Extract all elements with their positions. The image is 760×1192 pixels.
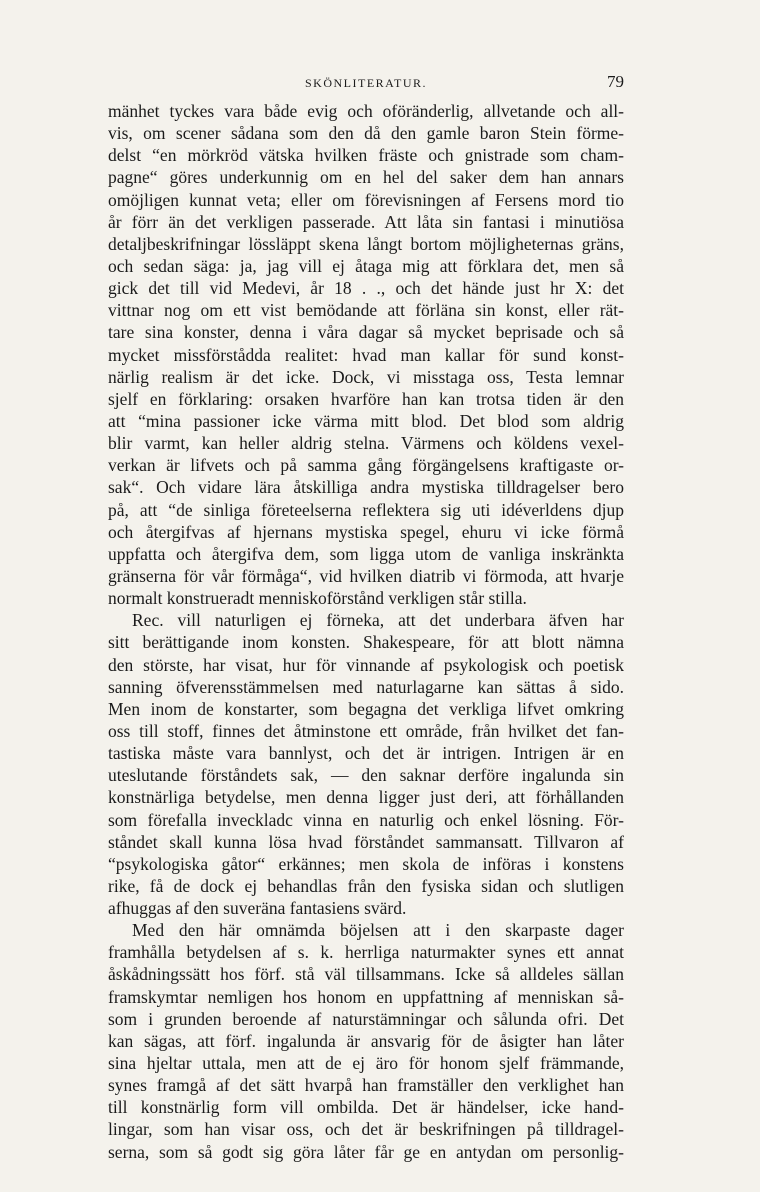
- text-line: vittnar nog om ett vist bemödande att förläna sin konst, eller rät-: [108, 300, 624, 321]
- text-line: detaljbeskrifningar lössläppt skena långt bortom möjligheternas gräns,: [108, 233, 624, 254]
- body-text: [108, 100, 624, 1163]
- text-line: blir varmt, kan heller aldrig stelna. Värmens och köldens vexel-: [108, 433, 624, 454]
- text-line: Rec. vill naturligen ej förneka, att det underbara äfven har: [132, 610, 624, 631]
- text-line: sitt berättigande inom konsten. Shakespeare, för att blott nämna: [108, 632, 624, 653]
- text-line: serna, som så godt sig göra låter får ge en antydan om personlig-: [108, 1141, 624, 1162]
- text-line: att “mina passioner icke värma mitt blod. Det blod som aldrig: [108, 410, 624, 431]
- text-line: omöjligen kunnat veta; eller om förevisningen af Fersens mord tio: [108, 189, 624, 210]
- text-line: synes framgå af det sätt hvarpå han framställer den verklighet han: [108, 1075, 624, 1096]
- text-line: på, att “de sinliga företeelserna reflektera sig uti idéverldens djup: [108, 499, 624, 520]
- text-line: tastiska måste vara bannlyst, och det är intrigen. Intrigen är en: [108, 743, 624, 764]
- text-line: “psykologiska gåtor“ erkännes; men skola de införas i konstens: [108, 853, 624, 874]
- text-line: pagne“ göres underkunnig om en hel del saker dem han annars: [108, 167, 624, 188]
- text-line: den störste, har visat, hur för vinnande af psykologisk och poetisk: [108, 654, 624, 675]
- text-line: vis, om scener sådana som den då den gamle baron Stein förme-: [108, 123, 624, 144]
- text-line: år förr än det verkligen passerade. Att låta sin fantasi i minutiösa: [108, 211, 624, 232]
- text-line: åskådningssätt hos förf. stå väl tillsammans. Icke så alldeles sällan: [108, 964, 624, 985]
- page-header: [108, 72, 624, 92]
- running-title: SKÖNLITERATUR.: [305, 76, 427, 90]
- text-line: sak“. Och vidare lära åtskilliga andra mystiska tilldragelser bero: [108, 477, 624, 498]
- text-line: som förefalla inveckladc vinna en naturlig och enkel lösning. För-: [108, 809, 624, 830]
- text-line: Med den här omnämda böjelsen att i den skarpaste dager: [132, 920, 624, 941]
- text-line: och återgifvas af hjernans mystiska spegel, ehuru vi icke förmå: [108, 521, 624, 542]
- text-line: konstnärliga betydelse, men denna ligger just deri, att förhållanden: [108, 787, 624, 808]
- text-line: närlig realism är det icke. Dock, vi misstaga oss, Testa lemnar: [108, 366, 624, 387]
- text-line: Men inom de konstarter, som begagna det verkliga lifvet omkring: [108, 698, 624, 719]
- text-line: tare sina konster, denna i våra dagar så mycket beprisade och så: [108, 322, 624, 343]
- text-line: verkan är lifvets och på samma gång förgängelsens kraftigaste or-: [108, 455, 624, 476]
- text-line: framskymtar nemligen hos honom en uppfattning af menniskan så-: [108, 986, 624, 1007]
- text-line: kan sägas, att förf. ingalunda är ansvarig för de åsigter han låter: [108, 1030, 624, 1051]
- text-line: sanning öfverensstämmelsen med naturlagarne kan sättas å sido.: [108, 676, 624, 697]
- text-line: gränserna för vår förmåga“, vid hvilken diatrib vi förmoda, att hvarje: [108, 565, 624, 586]
- text-line: som i grunden beroende af naturstämningar och sålunda ofri. Det: [108, 1008, 624, 1029]
- text-line: och sedan säga: ja, jag vill ej åtaga mig att förklara det, men så: [108, 255, 624, 276]
- text-line: till konstnärlig form vill ombilda. Det är händelser, icke hand-: [108, 1097, 624, 1118]
- text-line: afhuggas af den suveräna fantasiens svärd.: [108, 898, 407, 919]
- text-line: mänhet tyckes vara både evig och oföränderlig, allvetande och all-: [108, 101, 624, 121]
- text-line: framhålla betydelsen af s. k. herrliga naturmakter synes ett annat: [108, 942, 624, 963]
- text-line: mycket missförstådda realitet: hvad man kallar för sund konst-: [108, 344, 624, 365]
- text-line: ståndet skall kunna lösa hvad förståndet sammansatt. Tillvaron af: [108, 831, 624, 852]
- text-line: gick det till vid Medevi, år 18 . ., och det hände just hr X: det: [108, 278, 624, 299]
- text-line: rike, få de dock ej behandlas från den fysiska sidan och slutligen: [108, 875, 624, 896]
- page-number: 79: [607, 72, 624, 91]
- text-line: oss till stoff, finnes det åtminstone ett område, från hvilket det fan-: [108, 720, 624, 741]
- text-line: normalt konstrueradt menniskoförstånd verkligen står stilla.: [108, 588, 527, 609]
- text-line: uppfatta och återgifva dem, som ligga utom de vanliga inskränkta: [108, 543, 624, 564]
- text-line: sjelf en förklaring: orsaken hvarföre han kan trotsa tiden är den: [108, 388, 624, 409]
- text-line: lingar, som han visar oss, och det är beskrifningen på tilldragel-: [108, 1119, 624, 1140]
- text-line: delst “en mörkröd vätska hvilken fräste och gnistrade som cham-: [108, 145, 624, 166]
- text-line: uteslutande förståndets sak, — den saknar derföre ingalunda sin: [108, 765, 624, 786]
- text-line: sina hjeltar uttala, men att de ej äro för honom sjelf främmande,: [108, 1053, 624, 1074]
